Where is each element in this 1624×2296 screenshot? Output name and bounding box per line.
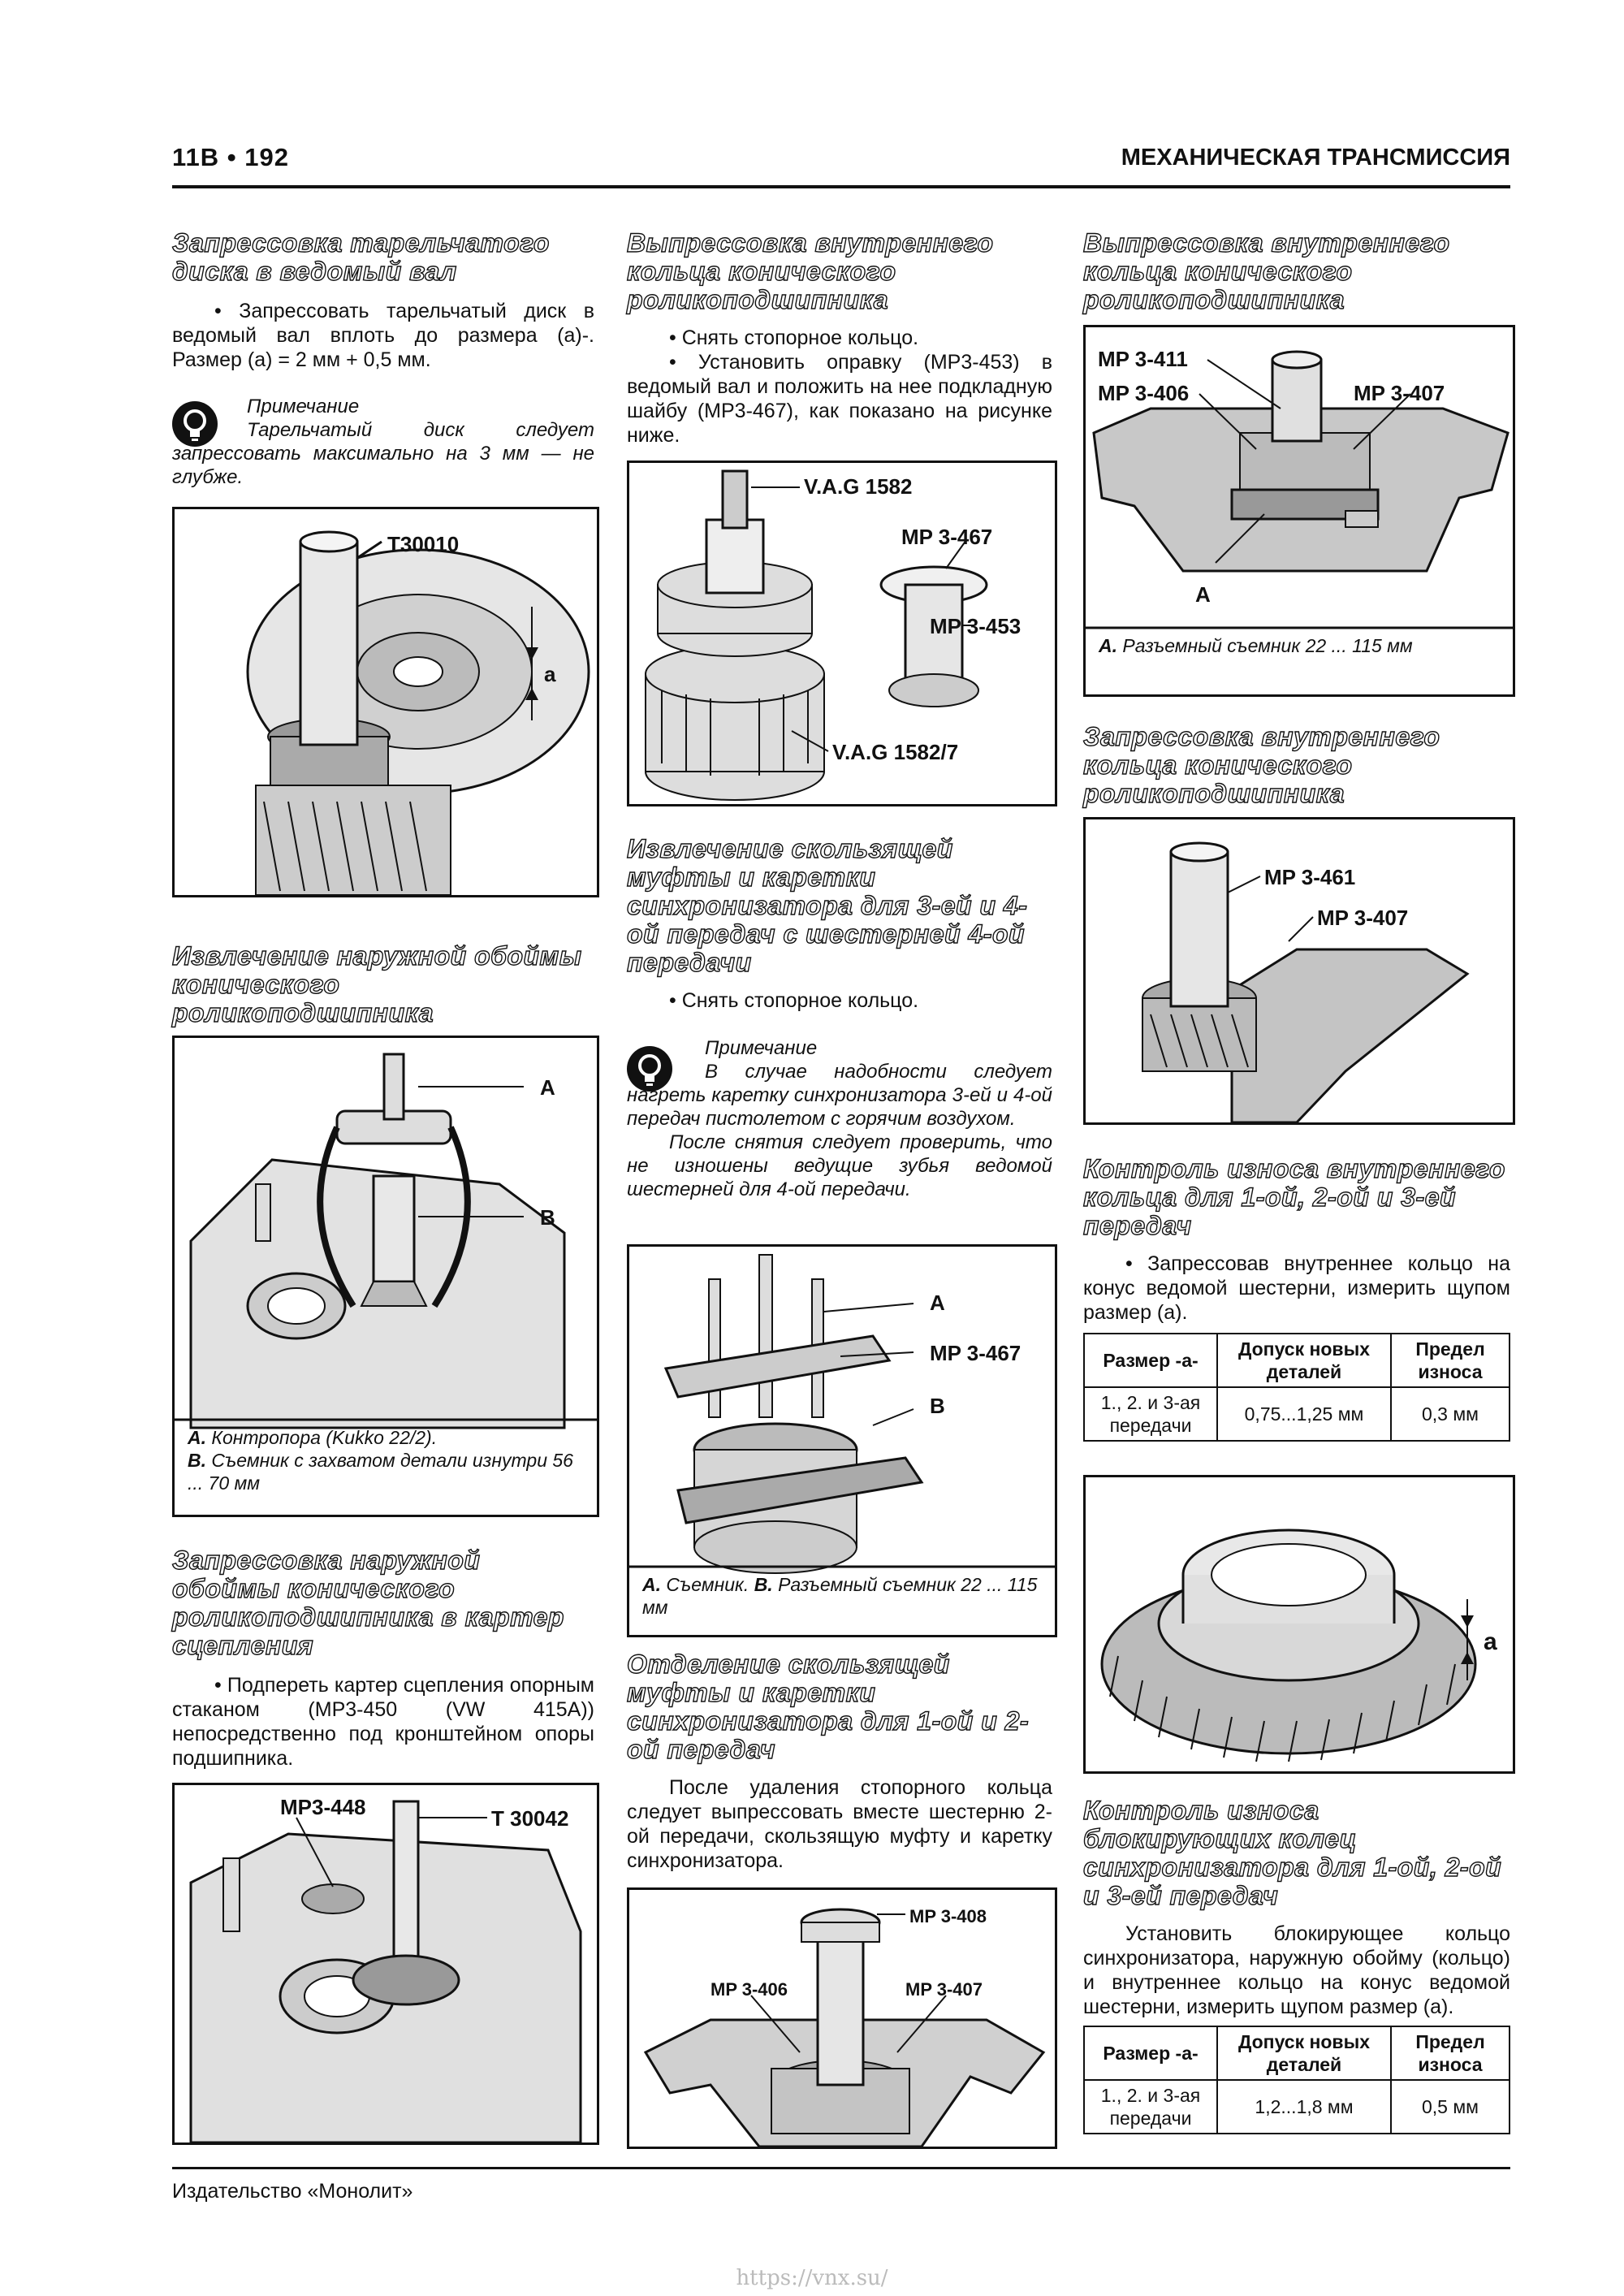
table-cell: 0,3 мм: [1391, 1387, 1510, 1441]
label-a: a: [1484, 1628, 1497, 1655]
figure-caption: [642, 1573, 1043, 1619]
note1: [172, 395, 594, 489]
figure-mp3-461: [1083, 817, 1515, 1125]
label-mp3-467: MP 3-467: [901, 525, 993, 549]
caption-text-a: Контропора (Kukko 22/2).: [206, 1427, 438, 1448]
table-header: Предел износа: [1391, 1334, 1510, 1387]
table-cell: 1,2...1,8 мм: [1217, 2080, 1391, 2134]
table-cell: 0,75...1,25 мм: [1217, 1387, 1391, 1441]
caption-key-b: В.: [754, 1574, 773, 1595]
label-vag1582-7: V.A.G 1582/7: [832, 740, 959, 764]
section-heading: Запрессовка тарельчатого диска в ведомый вал: [172, 228, 550, 286]
bullet: • Снять стопорное кольцо.: [669, 989, 919, 1012]
header-divider: [172, 185, 1510, 188]
figure-drawing: [175, 1785, 597, 2143]
table-cell: 1., 2. и 3-ая передачи: [1084, 2080, 1217, 2134]
figure-mp3-448: [172, 1783, 599, 2145]
watermark-link[interactable]: https://vnx.su/: [736, 2266, 888, 2290]
tolerance-table-2: [1083, 2026, 1510, 2134]
note-text: В случае надобности следует нагреть каретку синхронизатора 3-ей и 4-ой передач пистолетом с горячим воздухом.: [627, 1061, 1052, 1130]
figure-caption: [188, 1426, 585, 1494]
label-A: A: [930, 1291, 945, 1315]
figure-drawing: [1086, 1477, 1513, 1771]
section-heading: Контроль износа блокирующих колец синхронизатора для 1-ой, 2-ой и 3-ей передач: [1083, 1796, 1502, 1910]
figure-synchro-gear: [1083, 1475, 1515, 1774]
col3-section1: [1083, 229, 1510, 314]
label-B: B: [930, 1394, 945, 1418]
label-mp3-407: MP 3-407: [1317, 906, 1409, 930]
section-heading: Выпрессовка внутреннего кольца конического роликоподшипника: [1083, 228, 1450, 314]
col3-section2: [1083, 723, 1510, 808]
label-B: B: [540, 1205, 555, 1230]
section-heading: Запрессовка внутреннего кольца конического роликоподшипника: [1083, 722, 1440, 808]
note-heading: Примечание: [705, 1037, 818, 1059]
table-cell: 0,5 мм: [1391, 2080, 1510, 2134]
note2: [627, 1036, 1052, 1201]
label-mp3-453: MP 3-453: [930, 614, 1021, 638]
figure-caption: [1099, 634, 1501, 657]
publisher: Издательство «Монолит»: [172, 2180, 413, 2203]
bullet: • Установить оправку (МР3-453) в ведомый вал и положить на нее подкладную шайбу (МР3-467), как показано на рисунке ниже.: [627, 351, 1052, 447]
section-title: МЕХАНИЧЕСКАЯ ТРАНСМИССИЯ: [1121, 145, 1510, 171]
figure-vag1582: [627, 460, 1057, 806]
col1-section3: [172, 1546, 594, 1771]
label-a: a: [544, 662, 556, 686]
figure-puller-mp3-467: [627, 1244, 1057, 1637]
caption-text-b: Съемник с захватом детали изнутри 56 ... 70 мм: [188, 1450, 573, 1494]
label-mp3-448: MP3-448: [280, 1795, 366, 1819]
section-heading: Контроль износа внутреннего кольца для 1-ой, 2-ой и 3-ей передач: [1083, 1154, 1505, 1240]
paragraph: • Подпереть картер сцепления опорным стаканом (МР3-450 (VW 415A)) непосредственно под кронштейном опоры подшипника.: [172, 1674, 594, 1770]
note-text: После снятия следует проверить, что не изношены ведущие зубья ведомой шестерней для 4-ой передачи.: [627, 1131, 1052, 1200]
paragraph: • Запрессовав внутреннее кольцо на конус ведомой шестерни, измерить щупом размер (а).: [1083, 1252, 1510, 1324]
page-number: 11B • 192: [172, 143, 289, 171]
caption-key-b: В.: [188, 1450, 206, 1471]
figure-drawing: [629, 1890, 1055, 2147]
section-heading: Выпрессовка внутреннего кольца конического роликоподшипника: [627, 228, 994, 314]
table-header: Размер -а-: [1084, 2026, 1217, 2080]
figure-mp3-408: [627, 1887, 1057, 2149]
label-A: A: [540, 1075, 555, 1100]
col1-section2: [172, 942, 594, 1027]
col2-section2: [627, 835, 1052, 1013]
table-row: [1084, 1387, 1510, 1441]
table-header: Размер -а-: [1084, 1334, 1217, 1387]
table-header: Допуск новых деталей: [1217, 1334, 1391, 1387]
label-mp3-411: MP 3-411: [1098, 347, 1188, 371]
caption-key-a: А.: [1099, 635, 1117, 656]
section-heading: Запрессовка наружной обоймы конического роликоподшипника в картер сцепления: [172, 1546, 564, 1660]
table-header: Предел износа: [1391, 2026, 1510, 2080]
bullet: • Снять стопорное кольцо.: [669, 326, 919, 349]
label-A: A: [1195, 582, 1211, 607]
figure-t30010: [172, 507, 599, 897]
label-t30042: T 30042: [491, 1806, 569, 1831]
col1-section1: [172, 229, 594, 372]
paragraph: После удаления стопорного кольца следует выпрессовать вместе шестерню 2-ой передачи, скользящую муфту и каретку синхронизатора.: [627, 1776, 1052, 1872]
figure-mp3-411: [1083, 325, 1515, 697]
figure-drawing: [175, 509, 597, 895]
col3-section4: [1083, 1797, 1510, 2019]
note-heading: Примечание: [247, 396, 360, 417]
label-mp3-467: MP 3-467: [930, 1341, 1021, 1365]
section-heading: Извлечение скользящей муфты и каретки синхронизатора для 3-ей и 4-ой передач с шестерней 4-ой передачи: [627, 834, 1028, 977]
caption-text-b: Разъемный съемник 22 ... 115 мм: [642, 1574, 1038, 1618]
label-t30010: T30010: [387, 532, 460, 556]
paragraph: Установить блокирующее кольцо синхронизатора, наружную обойму (кольцо) и внутреннее кольцо на конус ведомой шестерни, измерить щупом размер (а).: [1083, 1922, 1510, 2018]
figure-puller: [172, 1036, 599, 1517]
col2-section1: [627, 229, 1052, 448]
table-cell: 1., 2. и 3-ая передачи: [1084, 1387, 1217, 1441]
label-mp3-406: MP 3-406: [710, 1979, 788, 2000]
figure-drawing: [1086, 819, 1513, 1122]
label-mp3-408: MP 3-408: [909, 1906, 987, 1926]
caption-key-a: А.: [642, 1574, 661, 1595]
table-header: Допуск новых деталей: [1217, 2026, 1391, 2080]
label-mp3-407: MP 3-407: [905, 1979, 983, 2000]
tolerance-table-1: [1083, 1333, 1510, 1442]
note-text: Тарельчатый диск следует запрессовать максимально на 3 мм — не глубже.: [172, 419, 594, 488]
label-mp3-407: MP 3-407: [1354, 381, 1445, 405]
col2-section3: [627, 1650, 1052, 1873]
label-mp3-461: MP 3-461: [1264, 865, 1356, 889]
figure-drawing: [629, 463, 1055, 804]
table-row: [1084, 2080, 1510, 2134]
caption-text-a: Съемник.: [661, 1574, 754, 1595]
paragraph: • Запрессовать тарельчатый диск в ведомый вал вплоть до размера (а)-. Размер (а) = 2 мм + 0,5 мм.: [172, 300, 594, 371]
label-mp3-406: MP 3-406: [1098, 381, 1190, 405]
section-heading: Извлечение наружной обоймы конического роликоподшипника: [172, 941, 582, 1027]
caption-key-a: А.: [188, 1427, 206, 1448]
footer-divider: [172, 2167, 1510, 2169]
caption-text-a: Разъемный съемник 22 ... 115 мм: [1117, 635, 1413, 656]
col3-section3: [1083, 1155, 1510, 1325]
section-heading: Отделение скользящей муфты и каретки синхронизатора для 1-ой и 2-ой передач: [627, 1650, 1030, 1764]
label-vag1582: V.A.G 1582: [804, 474, 913, 499]
